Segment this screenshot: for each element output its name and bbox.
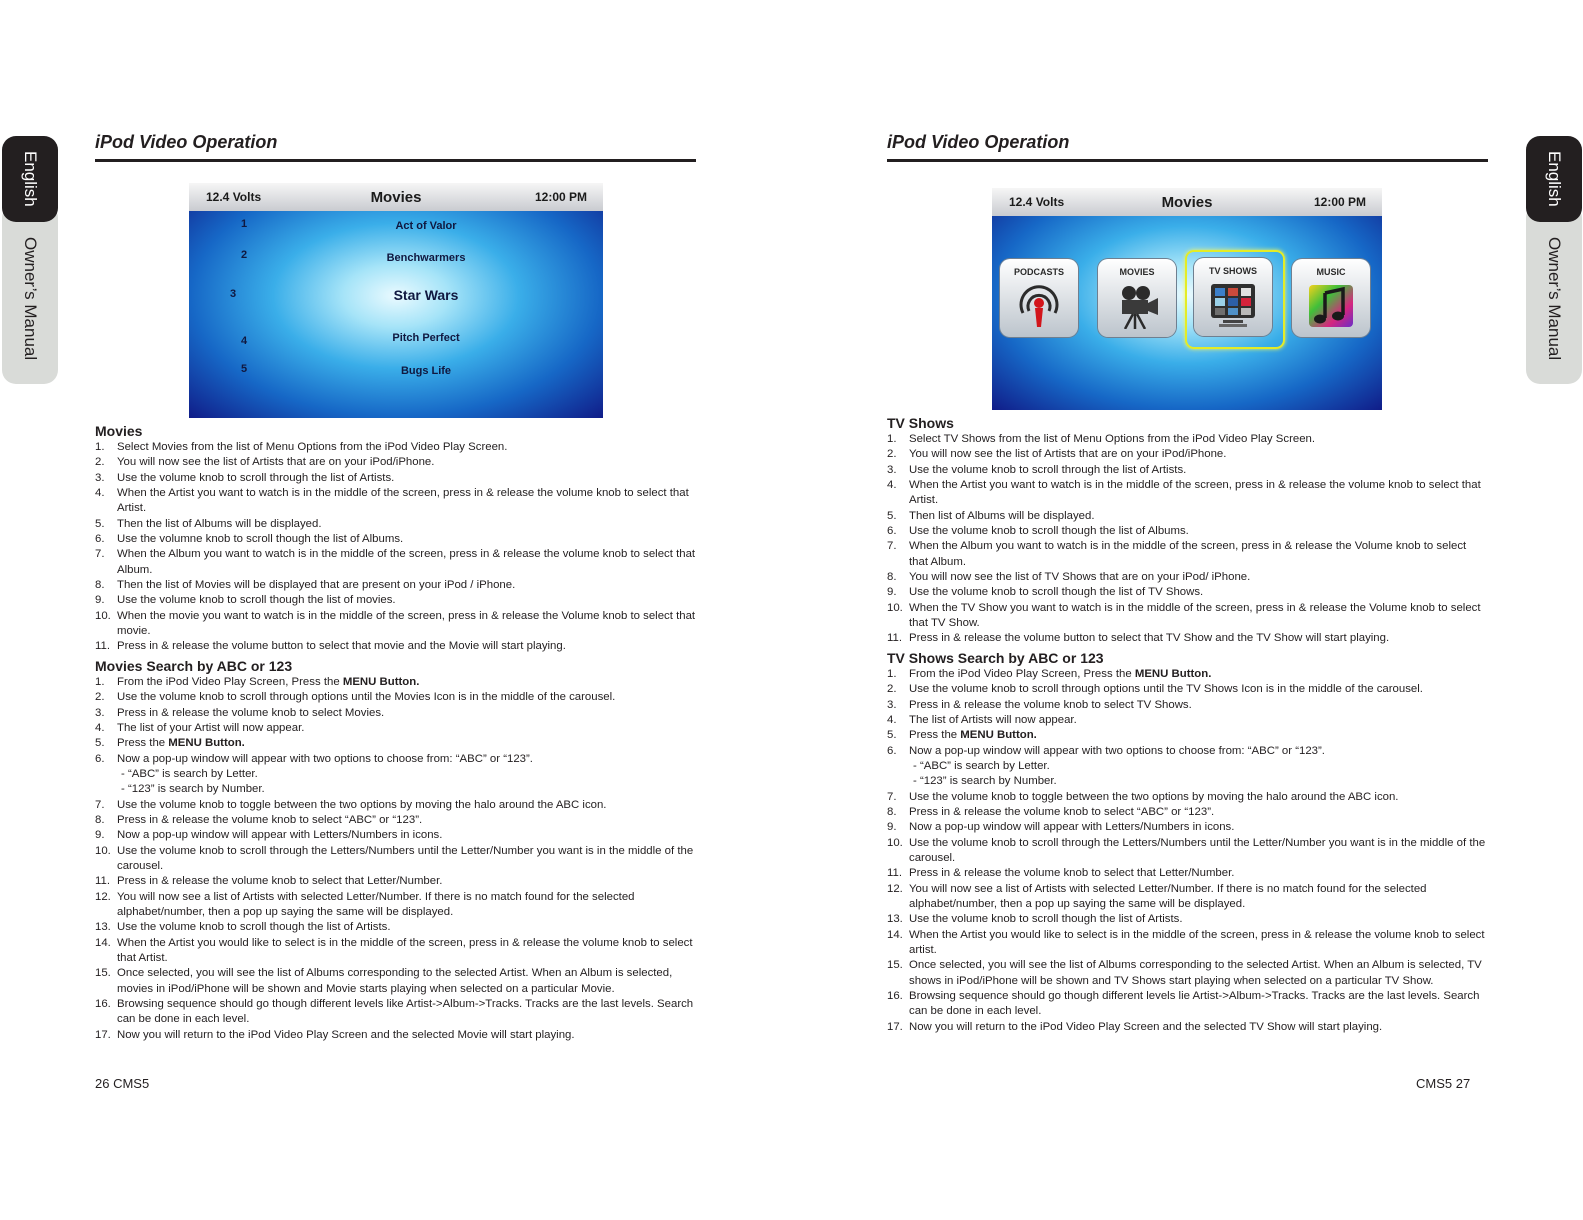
movie-number: 2 xyxy=(241,249,248,261)
step-item: 15. Once selected, you will see the list of Albums corresponding to the selected Artist. When an Album is selected, TV shows in iPod/iPhone will be shown and TV Shows start playing when selected on a particular TV Show. xyxy=(887,959,1482,987)
icon-label: MUSIC xyxy=(1316,267,1346,277)
screen-status-bar xyxy=(992,188,1382,216)
step-item: 12. You will now see a list of Artists with selected Letter/Number. If there is no match found for the selected alphabet/number, then a pop up saying the same will be displayed. xyxy=(95,890,635,918)
volts-readout: 12.4 Volts xyxy=(206,190,262,204)
movie-title-selected: Star Wars xyxy=(393,287,459,303)
step-item: 14. When the Artist you would like to select is in the middle of the screen, press in & release the volume knob to select that Artist. xyxy=(95,936,693,964)
step-item: 9. Now a pop-up window will appear with Letters/Numbers in icons. xyxy=(95,829,443,842)
step-item: 7. Use the volume knob to toggle between the two options by moving the halo around the ABC icon. xyxy=(887,790,1399,803)
step-item: 7. When the Album you want to watch is in the middle of the screen, press in & release the Volume knob to select that Album. xyxy=(887,540,1467,568)
step-item: 8. Then the list of Movies will be displayed that are present on your iPod / iPhone. xyxy=(95,579,516,592)
step-item: 7. When the Album you want to watch is in the middle of the screen, press in & release the volume knob to select that Album. xyxy=(95,548,696,576)
owners-manual-tab-right xyxy=(1526,204,1582,384)
step-item: 2. You will now see the list of Artists that are on your iPod/iPhone. xyxy=(887,448,1227,461)
owners-manual-tab-label: Owner’s Manual xyxy=(1545,237,1564,361)
step-item: 17. Now you will return to the iPod Video Play Screen and the selected Movie will start playing. xyxy=(95,1028,575,1041)
step-item: 3. Press in & release the volume knob to select Movies. xyxy=(95,706,385,719)
step-item: 9. Use the volume knob to scroll though the list of movies. xyxy=(95,594,396,607)
owners-manual-tab-label: Owner’s Manual xyxy=(21,237,40,361)
step-item: 3. Press in & release the volume knob to select TV Shows. xyxy=(887,698,1192,711)
step-item: 6. Now a pop-up window will appear with two options to choose from: “ABC” or “123”. - “ABC” is search by Letter. - “123” is search by Number. xyxy=(95,752,533,796)
step-item: 6. Use the volume knob to scroll though the list of Albums. xyxy=(887,525,1189,538)
movies-list-screen xyxy=(189,183,603,418)
step-item: 10. When the movie you want to watch is in the middle of the screen, press in & release the Volume knob to select that movie. xyxy=(95,609,696,638)
step-item: 1. From the iPod Video Play Screen, Press the MENU Button. xyxy=(887,667,1212,680)
step-item: 4. When the Artist you want to watch is in the middle of the screen, press in & release the volume knob to select that Artist. xyxy=(95,487,689,515)
step-item: 11. Press in & release the volume knob to select that Letter/Number. xyxy=(887,867,1235,880)
movie-number: 5 xyxy=(241,363,248,375)
movies-steps xyxy=(95,440,705,655)
step-item: 16. Browsing sequence should go though different levels like Artist->Album->Tracks. Tracks are the last levels. Search can be done in each level. xyxy=(95,998,694,1026)
podcast-icon xyxy=(1015,283,1063,329)
tv-shows-steps xyxy=(887,432,1487,647)
icon-label: PODCASTS xyxy=(1013,267,1064,277)
step-item: 2. Use the volume knob to scroll through options until the TV Shows Icon is in the middle of the carousel. xyxy=(887,683,1423,696)
step-item: 15. Once selected, you will see the list of Albums corresponding to the selected Artist. When an Album is selected, movies in iPod/iPhone will be shown and Movie starts playing when selected on a particular Movie. xyxy=(95,967,673,995)
section-heading: Movies Search by ABC or 123 xyxy=(95,657,293,674)
movie-number: 1 xyxy=(241,218,248,230)
step-item: 1. Select Movies from the list of Menu Options from the iPod Video Play Screen. xyxy=(95,441,508,453)
music-menu-button[interactable] xyxy=(1292,259,1370,337)
page-title-right: iPod Video Operation xyxy=(887,132,1070,152)
page-footer-left: 26 CMS5 xyxy=(95,1076,150,1091)
step-item: 11. Press in & release the volume button to select that movie and the Movie will start playing. xyxy=(95,640,566,653)
title-rule-left xyxy=(95,159,696,162)
right-instructions xyxy=(887,415,1487,1035)
screen-title: Movies xyxy=(370,188,422,206)
icon-label: TV SHOWS xyxy=(1208,266,1257,276)
section-heading: Movies xyxy=(95,423,143,439)
podcasts-menu-button[interactable] xyxy=(1000,259,1078,337)
step-item: 4. The list of Artists will now appear. xyxy=(887,713,1077,726)
step-item: 8. Press in & release the volume knob to select “ABC” or “123”. xyxy=(95,813,423,826)
step-item: 8. Press in & release the volume knob to select “ABC” or “123”. xyxy=(887,805,1215,818)
step-item: 14. When the Artist you would like to select is in the middle of the screen, press in & release the volume knob to select artist. xyxy=(887,928,1485,956)
movie-title: Pitch Perfect xyxy=(392,332,460,344)
step-item: 10. Use the volume knob to scroll through the Letters/Numbers until the Letter/Number you want is in the middle of the carousel. xyxy=(95,844,694,872)
menu-carousel-screen xyxy=(992,188,1382,410)
tv-shows-search-steps xyxy=(887,667,1487,1035)
english-tab-label: English xyxy=(21,151,40,207)
english-tab-right xyxy=(1526,136,1582,222)
step-item: 4. The list of your Artist will now appear. xyxy=(95,721,305,734)
movie-title: Benchwarmers xyxy=(386,252,466,264)
icon-label: MOVIES xyxy=(1119,267,1155,277)
step-item: 4. When the Artist you want to watch is in the middle of the screen, press in & release the volume knob to select that Artist. xyxy=(887,479,1481,507)
clock-readout: 12:00 PM xyxy=(534,190,587,204)
movies-menu-button[interactable] xyxy=(1098,259,1176,337)
step-item: 5. Then list of Albums will be displayed. xyxy=(887,509,1095,522)
english-tab-label: English xyxy=(1545,151,1564,207)
movie-title: Bugs Life xyxy=(400,365,452,377)
page-footer-right: CMS5 27 xyxy=(1416,1076,1471,1091)
step-item: 13. Use the volume knob to scroll though the list of Artists. xyxy=(95,921,391,934)
music-note-icon xyxy=(1307,283,1355,329)
step-item: 16. Browsing sequence should go though different levels lie Artist->Album->Tracks. Tracks are the last levels. Search can be done in each level. xyxy=(887,990,1480,1018)
step-item: 5. Then the list of Albums will be displayed. xyxy=(95,517,322,530)
step-item: 8. You will now see the list of TV Shows that are on your iPod/ iPhone. xyxy=(887,571,1251,584)
step-item: 11. Press in & release the volume knob to select that Letter/Number. xyxy=(95,875,443,888)
step-item: 10. When the TV Show you want to watch is in the middle of the screen, press in & release the Volume knob to select that TV Show. xyxy=(887,601,1481,630)
movie-number: 3 xyxy=(230,288,237,300)
screen-title: Movies xyxy=(1161,193,1213,211)
step-item: 1. Select TV Shows from the list of Menu Options from the iPod Video Play Screen. xyxy=(887,433,1316,445)
step-item: 5. Press the MENU Button. xyxy=(887,729,1037,742)
movie-camera-icon xyxy=(1113,283,1161,329)
volts-readout: 12.4 Volts xyxy=(1009,195,1065,209)
step-item: 2. You will now see the list of Artists that are on your iPod/iPhone. xyxy=(95,456,435,469)
step-item: 6. Use the volumne knob to scroll though the list of Albums. xyxy=(95,533,404,546)
clock-readout: 12:00 PM xyxy=(1313,195,1366,209)
section-heading: TV Shows xyxy=(887,415,954,431)
owners-manual-tab xyxy=(2,204,58,384)
step-item: 7. Use the volume knob to toggle between the two options by moving the halo around the ABC icon. xyxy=(95,798,607,811)
section-heading: TV Shows Search by ABC or 123 xyxy=(887,649,1104,666)
tv-icon xyxy=(1209,282,1257,328)
english-tab xyxy=(2,136,58,222)
step-item: 5. Press the MENU Button. xyxy=(95,737,245,750)
left-instructions xyxy=(95,423,705,1043)
step-item: 17. Now you will return to the iPod Video Play Screen and the selected TV Show will start playing. xyxy=(887,1020,1383,1033)
step-item: 9. Now a pop-up window will appear with Letters/Numbers in icons. xyxy=(887,821,1235,834)
step-item: 11. Press in & release the volume button to select that TV Show and the TV Show will start playing. xyxy=(887,632,1390,645)
movie-title: Act of Valor xyxy=(395,220,457,232)
screen-status-bar xyxy=(189,183,603,211)
step-item: 6. Now a pop-up window will appear with two options to choose from: “ABC” or “123”. - “ABC” is search by Letter. - “123” is search by Number. xyxy=(887,744,1325,788)
movies-search-steps xyxy=(95,675,705,1043)
page-title-left: iPod Video Operation xyxy=(95,132,278,152)
step-item: 3. Use the volume knob to scroll through the list of Artists. xyxy=(95,471,395,484)
movie-number: 4 xyxy=(241,335,248,347)
step-item: 13. Use the volume knob to scroll though the list of Artists. xyxy=(887,913,1183,926)
step-item: 2. Use the volume knob to scroll through options until the Movies Icon is in the middle of the carousel. xyxy=(95,691,616,704)
step-item: 9. Use the volume knob to scroll though the list of TV Shows. xyxy=(887,586,1204,599)
tv-shows-menu-button[interactable] xyxy=(1194,258,1272,336)
step-item: 12. You will now see a list of Artists with selected Letter/Number. If there is no match found for the selected alphabet/number, then a pop up saying the same will be displayed. xyxy=(887,882,1427,910)
step-item: 3. Use the volume knob to scroll through the list of Artists. xyxy=(887,463,1187,476)
step-item: 10. Use the volume knob to scroll through the Letters/Numbers until the Letter/Number you want is in the middle of the carousel. xyxy=(887,836,1486,864)
step-item: 1. From the iPod Video Play Screen, Press the MENU Button. xyxy=(95,675,420,688)
title-rule-right xyxy=(887,159,1488,162)
